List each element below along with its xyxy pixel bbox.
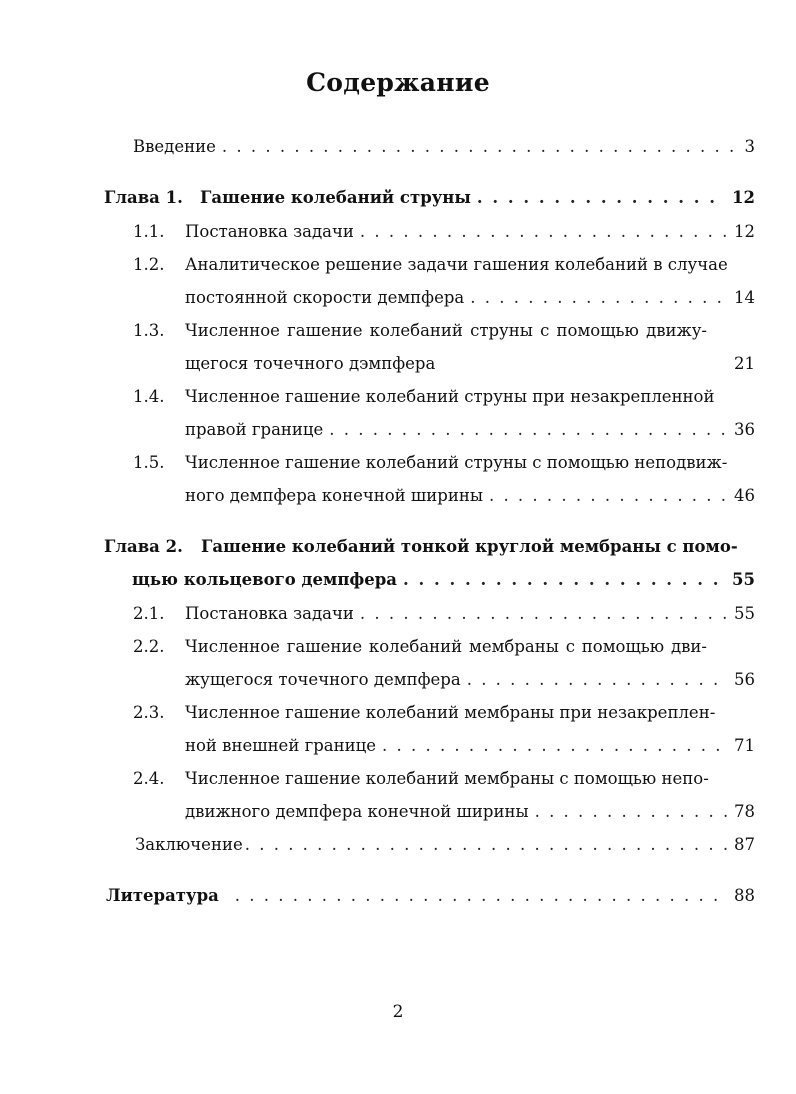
leader-dots [470,287,728,309]
page-number: 2 [392,1002,404,1022]
toc-page-number: 12 [732,188,755,207]
toc-entry-2-3-line1[interactable] [133,702,716,724]
toc-entry-text: Постановка задачи [185,222,354,241]
toc-entry-text: Численное гашение колебаний струны с помощью неподвиж- [185,453,728,472]
toc-entry-1-2-line2[interactable] [185,287,755,309]
toc-entry-2-4-line1[interactable] [133,768,707,790]
toc-page-number: 46 [734,486,755,505]
toc-entry-text: Заключение [135,835,243,854]
toc-entry-text: Численное гашение колебаний мембраны с помощью непо- [185,769,709,788]
toc-entry-1-4-line1[interactable] [133,386,715,408]
toc-entry-2-2-line2[interactable] [185,669,755,691]
toc-page-number: 21 [734,354,755,373]
toc-entry-text: Численное гашение колебаний струны с помощью движу- [185,321,707,340]
section-number: 1.1. [133,222,165,241]
chapter-label: Глава 2. [104,537,183,556]
toc-entry-1-5-line2[interactable] [185,485,755,507]
section-number: 1.5. [133,453,165,472]
toc-page-number: 71 [734,736,755,755]
toc-page-number: 12 [734,222,755,241]
toc-page-number: 88 [734,886,755,905]
toc-entry-1-2-line1[interactable] [133,254,728,276]
toc-entry-text: Введение [133,137,216,156]
section-number: 1.3. [133,321,165,340]
toc-entry-2-3-line2[interactable] [185,735,755,757]
toc-page-number: 56 [734,670,755,689]
section-number: 2.3. [133,703,165,722]
toc-entry-chapter-2-line2[interactable] [132,569,755,591]
toc-entry-1-3-line2[interactable] [185,353,755,375]
toc-page-number: 55 [734,604,755,623]
toc-entry-intro[interactable] [133,136,755,158]
toc-entry-chapter-2-line1[interactable] [104,536,738,558]
leader-dots [467,669,728,691]
leader-dots [329,419,728,441]
toc-entry-text: движного демпфера конечной ширины [185,802,529,821]
section-number: 2.1. [133,604,165,623]
toc-page-number: 78 [734,802,755,821]
toc-entry-2-2-line1[interactable] [133,636,707,658]
toc-entry-text: Гашение колебаний струны [200,188,471,207]
toc-entry-2-4-line2[interactable] [185,801,755,823]
chapter-label: Глава 1. [104,188,183,207]
toc-entry-text: Численное гашение колебаний мембраны при незакреплен- [185,703,716,722]
leader-dots [222,136,739,158]
toc-entry-text: Численное гашение колебаний мембраны с помощью дви- [185,637,707,656]
toc-entry-1-3-line1[interactable] [133,320,707,342]
toc-entry-text: постоянной скорости демпфера [185,288,465,307]
leader-dots [535,801,728,823]
toc-page-number: 36 [734,420,755,439]
leader-dots [489,485,728,507]
toc-entry-text: щегося точечного дэмпфера [185,354,436,373]
section-number: 2.4. [133,769,165,788]
toc-entry-text: Численное гашение колебаний струны при незакрепленной [185,387,715,406]
page-title: Содержание [306,68,490,97]
leader-dots [403,569,726,591]
toc-entry-conclusion[interactable] [135,834,755,856]
leader-dots [245,834,728,856]
leader-dots [382,735,728,757]
section-number: 1.4. [133,387,165,406]
toc-entry-text: Аналитическое решение задачи гашения колебаний в случае [185,255,728,274]
toc-entry-chapter-1[interactable] [104,187,755,209]
leader-dots [360,603,728,625]
toc-entry-2-1[interactable] [133,603,755,625]
toc-page-number: 3 [744,137,755,156]
leader-dots [235,885,728,907]
toc-entry-text: Гашение колебаний тонкой круглой мембраны с помо- [201,537,738,556]
toc-entry-literature[interactable] [106,885,755,907]
toc-entry-text: правой границе [185,420,324,439]
toc-entry-1-1[interactable] [133,221,755,243]
toc-page-number: 55 [732,570,755,589]
toc-entry-1-5-line1[interactable] [133,452,728,474]
toc-entry-text: ного демпфера конечной ширины [185,486,483,505]
leader-dots [360,221,728,243]
toc-entry-text: Постановка задачи [185,604,354,623]
toc-entry-text: жущегося точечного демпфера [185,670,461,689]
section-number: 2.2. [133,637,165,656]
toc-entry-text: щью кольцевого демпфера [132,570,397,589]
toc-entry-1-4-line2[interactable] [185,419,755,441]
toc-entry-text: Литература [106,886,219,905]
leader-dots [477,187,726,209]
toc-page-number: 14 [734,288,755,307]
section-number: 1.2. [133,255,165,274]
toc-page-number: 87 [734,835,755,854]
toc-entry-text: ной внешней границе [185,736,376,755]
